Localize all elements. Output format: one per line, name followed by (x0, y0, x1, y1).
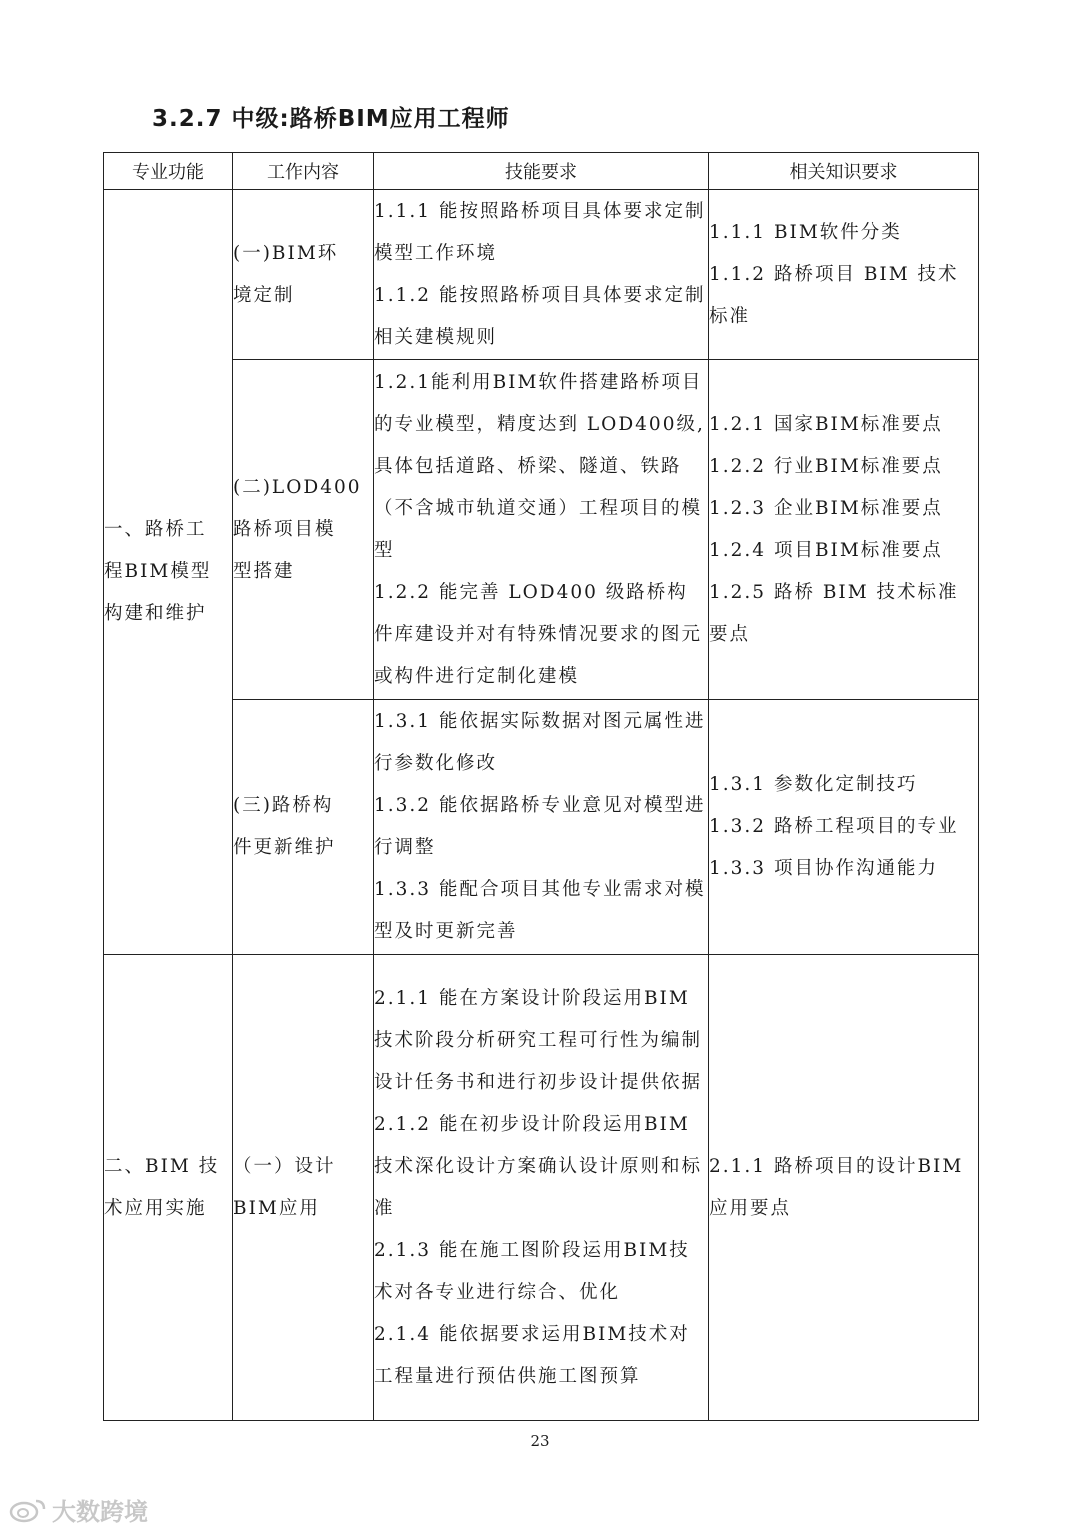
table-header-row (104, 153, 979, 190)
skill-cell (374, 190, 709, 360)
work-content-cell (233, 190, 374, 360)
header-knowledge-requirements: 相关知识要求 (709, 153, 979, 190)
work-line: 境定制 (233, 284, 295, 306)
weibo-logo-icon (8, 1497, 48, 1523)
knowledge-item: 1.3.2 路桥工程项目的专业 (709, 816, 959, 837)
knowledge-item: 1.1.2 路桥项目 BIM 技术标准 (709, 263, 959, 327)
knowledge-item: 1.3.1 参数化定制技巧 (709, 774, 918, 795)
skill-item: 1.3.3 能配合项目其他专业需求对模型及时更新完善 (374, 879, 706, 942)
work-line: 型搭建 (233, 560, 295, 582)
page-number: 23 (530, 1432, 550, 1450)
skill-cell (374, 360, 709, 700)
header-skill-requirements: 技能要求 (374, 153, 709, 190)
header-function: 专业功能 (104, 153, 233, 190)
work-line: 件更新维护 (233, 837, 336, 858)
work-line: BIM应用 (233, 1197, 320, 1219)
skill-item: 2.1.3 能在施工图阶段运用BIM技术对各专业进行综合、优化 (374, 1239, 690, 1303)
knowledge-cell (709, 190, 979, 360)
watermark (8, 1492, 148, 1527)
work-line: 路桥项目模 (233, 518, 336, 540)
function-cell (104, 955, 233, 1421)
skill-item: 1.1.1 能按照路桥项目具体要求定制模型工作环境 (374, 200, 706, 264)
table-row (104, 955, 979, 1421)
function-line: 一、路桥工 (104, 519, 207, 540)
skill-item: 2.1.4 能依据要求运用BIM技术对工程量进行预估供施工图预算 (374, 1323, 690, 1387)
table-row (104, 360, 979, 700)
skill-cell (374, 700, 709, 955)
skills-table (103, 152, 979, 1421)
function-line: 构建和维护 (104, 603, 207, 624)
work-content-cell (233, 700, 374, 955)
knowledge-item: 2.1.1 路桥项目的设计BIM应用要点 (709, 1155, 964, 1219)
knowledge-item: 1.2.2 行业BIM标准要点 (709, 455, 943, 477)
knowledge-item: 1.2.5 路桥 BIM 技术标准要点 (709, 581, 959, 645)
header-work-content: 工作内容 (233, 153, 374, 190)
function-line: 程BIM模型 (104, 561, 212, 582)
skill-item: 1.2.2 能完善 LOD400 级路桥构件库建设并对有特殊情况要求的图元或构件进行定制化建模 (374, 581, 703, 687)
watermark-text: 大数跨境 (52, 1498, 148, 1526)
knowledge-item: 1.2.3 企业BIM标准要点 (709, 497, 943, 519)
skill-item: 2.1.1 能在方案设计阶段运用BIM技术阶段分析研究工程可行性为编制设计任务书和进行初步设计提供依据 (374, 987, 703, 1093)
work-line: (二)LOD400 (233, 476, 362, 498)
function-line: 术应用实施 (104, 1197, 207, 1219)
knowledge-item: 1.3.3 项目协作沟通能力 (709, 858, 938, 879)
table-row (104, 700, 979, 955)
function-line: 二、BIM 技 (104, 1155, 220, 1177)
work-line: (一)BIM环 (233, 242, 339, 264)
work-content-cell (233, 360, 374, 700)
skill-item: 1.2.1能利用BIM软件搭建路桥项目的专业模型，精度达到 LOD400级,具体包括道路、桥梁、隧道、铁路（不含城市轨道交通）工程项目的模型 (374, 371, 705, 561)
knowledge-item: 1.1.1 BIM软件分类 (709, 221, 902, 243)
skill-cell (374, 955, 709, 1421)
work-content-cell (233, 955, 374, 1421)
work-line: (三)路桥构 (233, 795, 334, 816)
skill-item: 2.1.2 能在初步设计阶段运用BIM技术深化设计方案确认设计原则和标准 (374, 1113, 703, 1219)
knowledge-cell (709, 360, 979, 700)
work-line: （一）设计 (233, 1155, 336, 1177)
skill-item: 1.1.2 能按照路桥项目具体要求定制相关建模规则 (374, 284, 706, 348)
skill-item: 1.3.2 能依据路桥专业意见对模型进行调整 (374, 795, 706, 858)
table-row (104, 190, 979, 360)
function-cell (104, 190, 233, 955)
skill-item: 1.3.1 能依据实际数据对图元属性进行参数化修改 (374, 711, 706, 774)
knowledge-cell (709, 700, 979, 955)
section-heading: 3.2.7 中级:路桥BIM应用工程师 (152, 106, 510, 132)
knowledge-item: 1.2.4 项目BIM标准要点 (709, 539, 943, 561)
knowledge-cell (709, 955, 979, 1421)
knowledge-item: 1.2.1 国家BIM标准要点 (709, 413, 943, 435)
